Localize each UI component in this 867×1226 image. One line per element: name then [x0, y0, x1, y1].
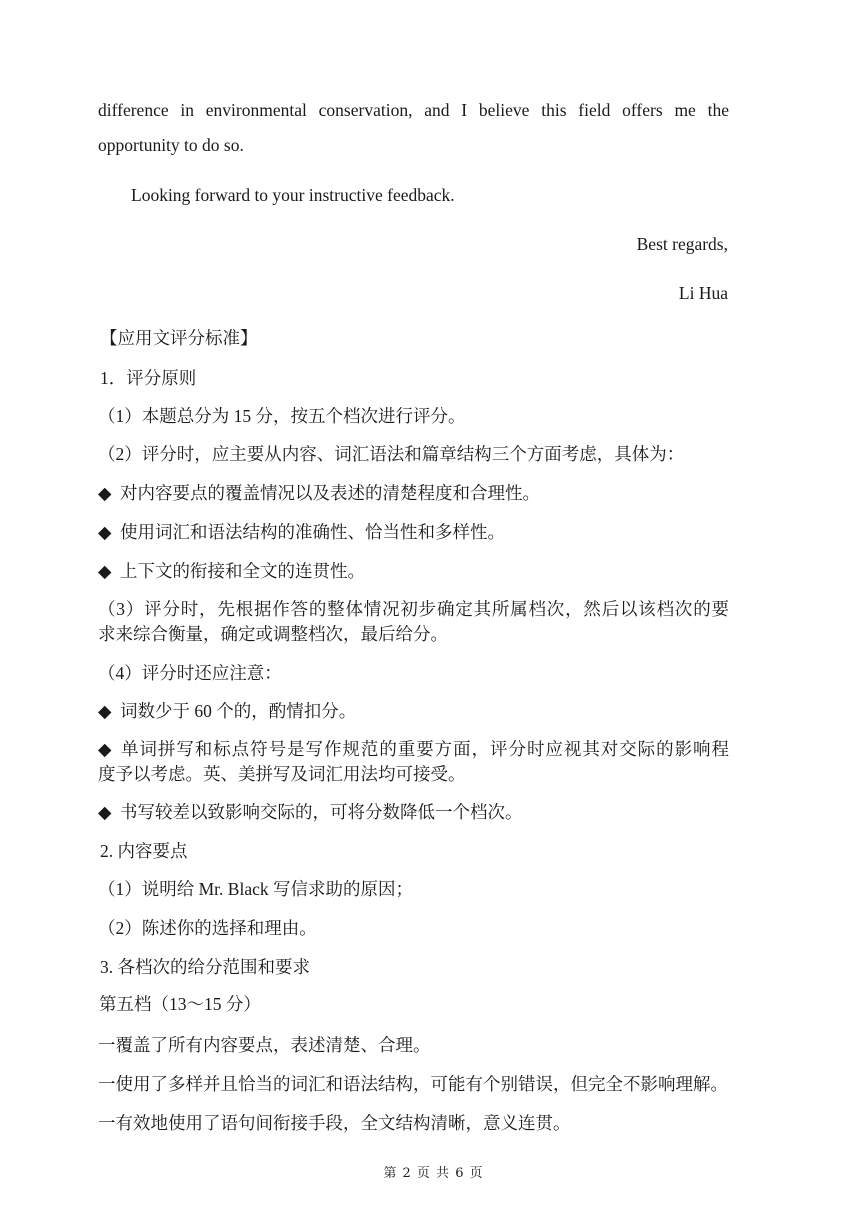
principle-1: （1）本题总分为 15 分，按五个档次进行评分。	[98, 406, 466, 426]
principle-4: （4）评分时还应注意：	[98, 663, 282, 683]
diamond-bullet-icon: ◆	[98, 802, 112, 822]
principle-3-line-2: 求来综合衡量，确定或调整档次，最后给分。	[98, 624, 448, 644]
bullet-text: 上下文的衔接和全文的连贯性。	[120, 561, 365, 581]
band-5-title: 第五档（13～15 分）	[99, 994, 261, 1014]
bullet-text: 书写较差以致影响交际的，可将分数降低一个档次。	[120, 802, 523, 822]
letter-line-1: difference in environmental conservation, and I believe this field offers me the	[98, 100, 729, 120]
bullet-handwriting	[98, 800, 523, 824]
principle-2: （2）评分时，应主要从内容、词汇语法和篇章结构三个方面考虑，具体为：	[98, 444, 685, 464]
bullet-text: 对内容要点的覆盖情况以及表述的清楚程度和合理性。	[120, 483, 540, 503]
letter-closing-sentence: Looking forward to your instructive feedback.	[131, 185, 455, 205]
bullet-text: 使用词汇和语法结构的准确性、恰当性和多样性。	[120, 522, 505, 542]
section-1-title: 1．评分原则	[100, 368, 197, 388]
diamond-bullet-icon: ◆	[98, 522, 112, 542]
diamond-bullet-icon: ◆	[98, 483, 112, 503]
bullet-coherence	[98, 559, 365, 583]
diamond-bullet-icon: ◆	[98, 701, 112, 721]
letter-signature: Li Hua	[678, 283, 728, 303]
rubric-heading: 【应用文评分标准】	[100, 328, 258, 348]
diamond-bullet-icon: ◆	[98, 739, 112, 759]
principle-3-line-1: （3）评分时，先根据作答的整体情况初步确定其所属档次，然后以该档次的要	[98, 599, 729, 619]
section-3-title: 3. 各档次的给分范围和要求	[100, 957, 310, 977]
page-number-footer: 第 2 页 共 6 页	[383, 1166, 484, 1181]
content-point-1: （1）说明给 Mr. Black 写信求助的原因；	[98, 879, 413, 899]
bullet-vocabulary-grammar	[98, 520, 505, 544]
bullet-spelling-punctuation-line-1	[98, 737, 729, 761]
diamond-bullet-icon: ◆	[98, 561, 112, 581]
letter-line-2: opportunity to do so.	[98, 135, 244, 155]
bullet-spelling-punctuation-line-2: 度予以考虑。英、美拼写及词汇用法均可接受。	[98, 764, 466, 784]
content-point-2: （2）陈述你的选择和理由。	[98, 918, 317, 938]
band-5-item-1: 一覆盖了所有内容要点，表述清楚、合理。	[98, 1035, 431, 1055]
bullet-word-count	[98, 699, 356, 723]
letter-regards: Best regards,	[636, 234, 728, 254]
bullet-text: 词数少于 60 个的，酌情扣分。	[120, 701, 357, 721]
band-5-item-3: 一有效地使用了语句间衔接手段，全文结构清晰，意义连贯。	[98, 1113, 571, 1133]
section-2-title: 2. 内容要点	[100, 841, 188, 861]
bullet-content-coverage	[98, 481, 540, 505]
bullet-text: 单词拼写和标点符号是写作规范的重要方面，评分时应视其对交际的影响程	[120, 739, 729, 759]
band-5-item-2: 一使用了多样并且恰当的词汇和语法结构，可能有个别错误，但完全不影响理解。	[98, 1074, 728, 1094]
